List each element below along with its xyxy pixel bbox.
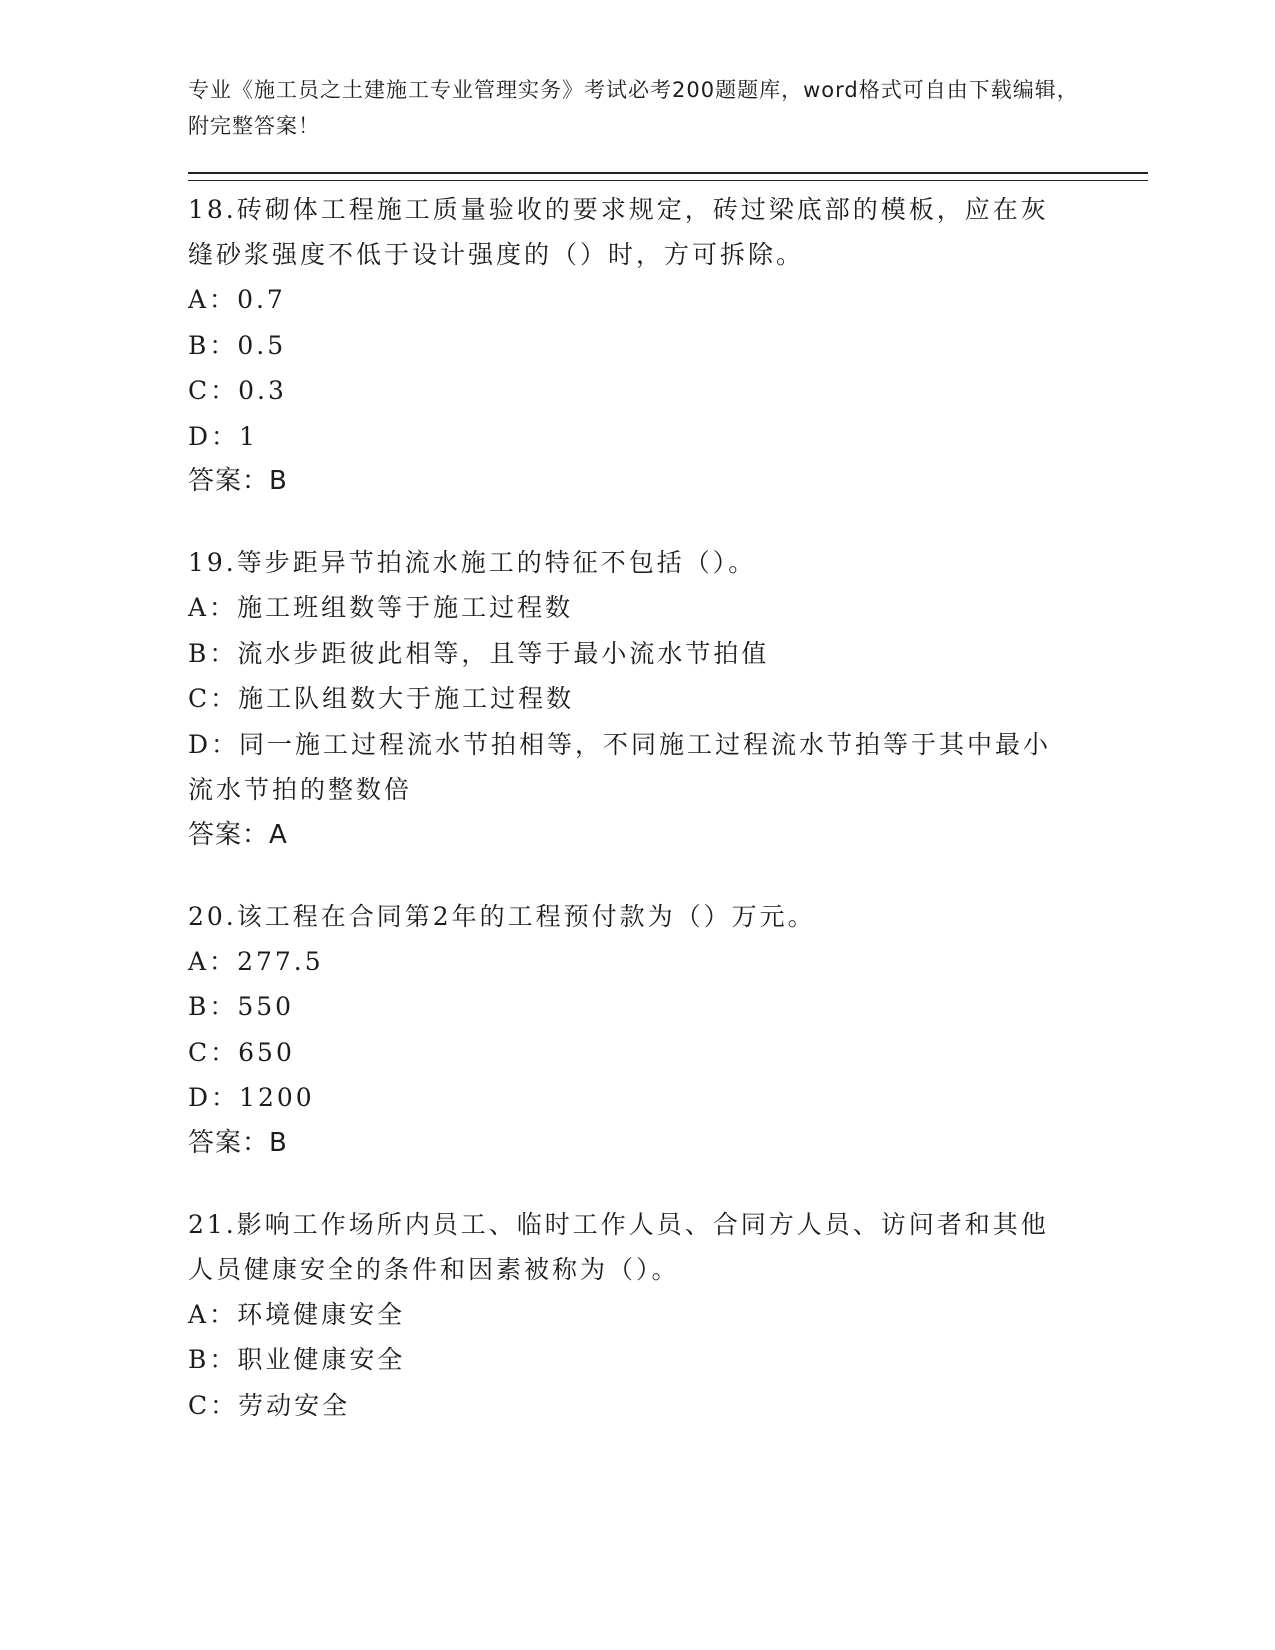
question-text: 砖砌体工程施工质量验收的要求规定，砖过梁底部的模板，应在灰缝砂浆强度不低于设计强度的（）时，方可拆除。 <box>188 195 1049 269</box>
option-key: B： <box>188 638 238 668</box>
question-19 <box>188 540 1148 858</box>
option-a <box>188 277 1068 323</box>
question-number: 19. <box>188 548 237 577</box>
question-list <box>188 187 1148 1428</box>
document-header: 专业《施工员之土建施工专业管理实务》考试必考200题题库，word格式可自由下载编辑，附完整答案！ <box>188 78 1079 138</box>
option-text: 施工班组数等于施工过程数 <box>237 593 574 622</box>
option-key: B： <box>188 992 238 1021</box>
option-c <box>188 676 1068 722</box>
option-key: D： <box>188 421 240 451</box>
question-stem <box>188 1202 1068 1292</box>
answer-line <box>188 1121 1148 1166</box>
answer-label: 答案： <box>188 1127 270 1158</box>
option-a <box>188 1292 1068 1338</box>
option-key: A： <box>188 285 238 314</box>
option-d <box>188 722 1068 813</box>
option-b <box>188 1337 1068 1383</box>
answer-value: B <box>269 1127 288 1158</box>
option-text: 职业健康安全 <box>237 1345 406 1374</box>
question-number: 18. <box>188 195 237 224</box>
question-number: 21. <box>188 1209 237 1239</box>
question-number: 20. <box>188 901 237 931</box>
option-key: D： <box>188 729 240 759</box>
option-c <box>188 1030 1068 1076</box>
option-a <box>188 585 1068 631</box>
question-text: 等步距异节拍流水施工的特征不包括（）。 <box>236 548 757 577</box>
question-text: 该工程在合同第2年的工程预付款为（）万元。 <box>236 901 816 931</box>
option-key: A： <box>188 593 238 622</box>
option-key: C： <box>188 1037 239 1067</box>
option-text: 施工队组数大于施工过程数 <box>238 684 575 713</box>
option-c <box>188 1383 1068 1429</box>
option-d <box>188 414 1068 460</box>
option-c <box>188 368 1068 414</box>
question-stem <box>188 894 1068 939</box>
option-key: B： <box>188 330 238 360</box>
option-key: A： <box>188 1299 238 1329</box>
answer-value: A <box>269 819 288 850</box>
answer-line <box>188 813 1148 858</box>
document-page <box>188 72 1148 1464</box>
option-key: B： <box>188 1345 238 1374</box>
header-divider <box>188 172 1148 181</box>
option-b <box>188 631 1068 677</box>
option-a <box>188 939 1068 985</box>
question-20 <box>188 894 1148 1166</box>
question-stem <box>188 187 1068 277</box>
option-text: 流水步距彼此相等，且等于最小流水节拍值 <box>237 638 770 668</box>
option-text: 550 <box>237 992 295 1021</box>
option-key: D： <box>188 1083 240 1112</box>
question-18 <box>188 187 1148 504</box>
option-key: C： <box>188 1390 239 1420</box>
option-b <box>188 984 1068 1030</box>
answer-value: B <box>269 466 288 496</box>
option-b <box>188 323 1068 369</box>
answer-label: 答案： <box>188 466 270 496</box>
option-key: C： <box>188 684 239 713</box>
question-stem <box>188 540 1068 585</box>
option-text: 环境健康安全 <box>237 1299 406 1329</box>
question-21 <box>188 1202 1148 1429</box>
question-text: 影响工作场所内员工、临时工作人员、合同方人员、访问者和其他人员健康安全的条件和因素被称为（）。 <box>188 1209 1049 1284</box>
option-text: 1200 <box>239 1083 315 1112</box>
option-text: 0.7 <box>237 285 286 314</box>
answer-line <box>188 459 1148 504</box>
option-text: 0.5 <box>237 330 287 360</box>
option-text: 劳动安全 <box>238 1390 351 1420</box>
option-text: 0.3 <box>238 376 287 405</box>
option-text: 1 <box>239 421 258 451</box>
option-text: 277.5 <box>237 946 324 976</box>
option-key: A： <box>188 946 238 976</box>
option-d <box>188 1075 1068 1121</box>
option-text: 650 <box>238 1037 295 1067</box>
option-key: C： <box>188 376 239 405</box>
option-text: 同一施工过程流水节拍相等，不同施工过程流水节拍等于其中最小流水节拍的整数倍 <box>188 729 1052 804</box>
answer-label: 答案： <box>188 819 270 850</box>
